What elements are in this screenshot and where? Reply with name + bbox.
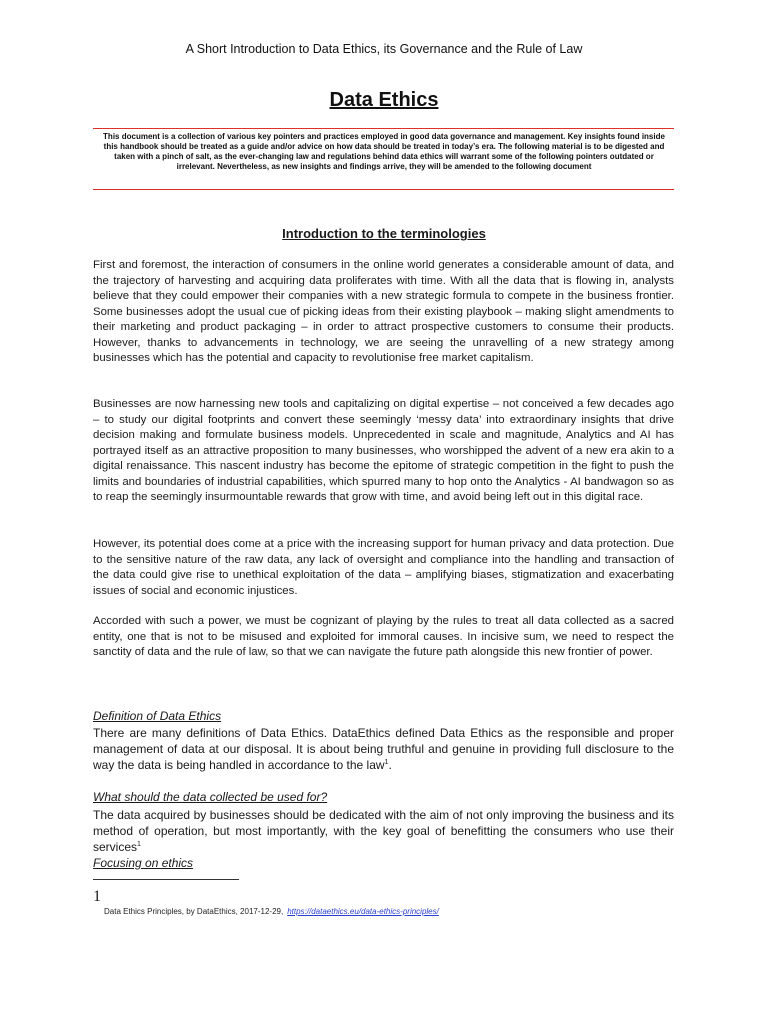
footnote-separator — [93, 879, 239, 880]
body-paragraph-4: Accorded with such a power, we must be cognizant of playing by the rules to treat all data collected as a sacred entity, one that is not to be misused and exploited for immoral causes. In incisive sum, we need to respect the sanctity of data and the rule of law, so that we can navigate the future path alongside this new frontier of power. — [93, 615, 674, 658]
abstract-top-rule — [93, 128, 674, 129]
document-title: Data Ethics — [329, 89, 439, 111]
usage-text: The data acquired by businesses should be dedicated with the aim of not only improving the business and its method of operation, but most importantly, with the key goal of benefitting the consumers who use their services — [93, 808, 674, 854]
definition-end-punct: . — [388, 758, 392, 772]
footnote-text: Data Ethics Principles, by DataEthics, 2017-12-29, — [104, 907, 284, 916]
footnote-link[interactable]: https://dataethics.eu/data-ethics-principles/ — [287, 907, 439, 916]
footnote-number: 1 — [93, 888, 101, 905]
footnote-ref[interactable]: 1 — [137, 841, 141, 848]
body-paragraph-1: First and foremost, the interaction of consumers in the online world generates a considerable amount of data, and the trajectory of harvesting and acquiring data proliferates with time. With all the data that is flowing in, analysts believe that they could empower their companies with a new strategic formula to compete in the business frontier. Some businesses adopt the usual cue of picking ideas from their existing playbook – making slight amendments to their marketing and product packaging – in order to attract prospective customers to consume their products. However, thanks to advancements in technology, we are seeing the unravelling of a new strategy among businesses which has the potential and capacity to revolutionise free market capitalism. — [93, 259, 674, 364]
body-paragraph-2: Businesses are now harnessing new tools and capitalizing on digital expertise – not conceived a few decades ago – to study our digital footprints and convert these seemingly ‘messy data’ into extraordinary insights that drive decision making and formulate business models. Unprecedented in scale and magnitude, Analytics and AI has portrayed itself as an attractive proposition to many businesses, who worshipped the advent of a new era akin to a digital renaissance. This nascent industry has become the epitome of strategic competition in the fight to push the limits and boundaries of industrial capabilities, which spurred many to hop onto the Analytics - AI bandwagon so as to reap the seemingly insurmountable rewards that grow with time, and avoid being left out in this digital race. — [93, 398, 674, 503]
abstract-bottom-rule — [93, 189, 674, 190]
body-paragraph-3: However, its potential does come at a price with the increasing support for human privacy and data protection. Due to the sensitive nature of the raw data, any lack of oversight and compliance into the handling and transaction of the data could give rise to unethical exploitation of the data – amplifying biases, stigmatization and exacerbating issues of social and economic injustices. — [93, 538, 674, 597]
section-heading: Introduction to the terminologies — [282, 226, 486, 241]
abstract-text: This document is a collection of various key pointers and practices employed in good data governance and management. Key insights found inside this handbook should be treated as a guide and/or advice on how data should be treated in today’s era. The following material is to be digested and taken with a pinch of salt, as the ever-changing law and regulations behind data ethics will warrant some of the following pointers outdated or irrelevant. Nevertheless, as new insights and findings arrive, they will be amended to the following document — [103, 132, 665, 171]
definition-text: There are many definitions of Data Ethics. DataEthics defined Data Ethics as the responsible and proper management of data at our disposal. It is about being truthful and genuine in providing full disclosure to the way the data is being handled in accordance to the law — [93, 726, 674, 772]
definition-heading: Definition of Data Ethics — [93, 709, 222, 723]
running-header: A Short Introduction to Data Ethics, its Governance and the Rule of Law — [185, 42, 583, 56]
footnote-ref[interactable]: 1 — [384, 759, 389, 766]
ethics-heading: Focusing on ethics — [93, 856, 194, 870]
definition-text-block — [93, 725, 674, 773]
footnote — [104, 907, 439, 916]
usage-text-block — [93, 807, 674, 855]
usage-heading: What should the data collected be used for? — [93, 790, 328, 804]
